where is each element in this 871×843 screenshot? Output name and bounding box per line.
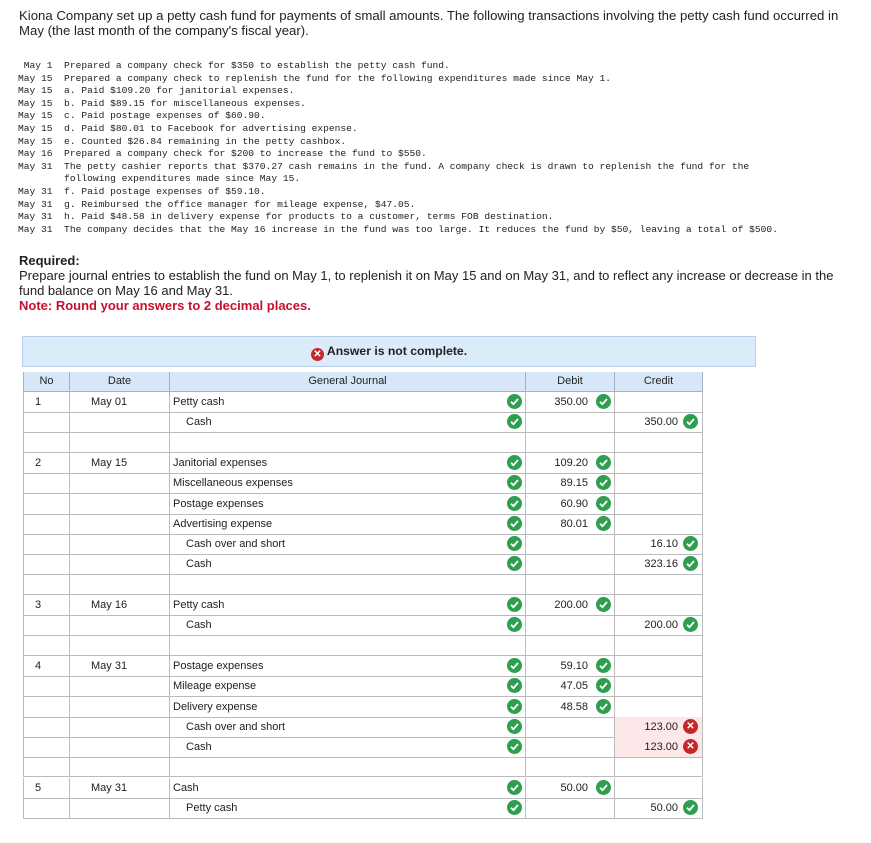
table-row	[23, 453, 703, 474]
debit-field[interactable]: 50.00	[526, 778, 615, 798]
check-icon	[596, 597, 611, 612]
check-icon	[596, 455, 611, 470]
empty-cell	[615, 636, 703, 655]
debit-field[interactable]: 59.10	[526, 656, 615, 676]
entry-number	[23, 676, 70, 696]
entry-date[interactable]: May 15	[70, 453, 170, 473]
check-icon	[683, 617, 698, 632]
credit-field[interactable]	[615, 392, 703, 412]
header-general-journal: General Journal	[170, 372, 526, 392]
debit-field[interactable]	[526, 798, 615, 818]
account-field[interactable]: Delivery expense	[170, 697, 526, 717]
entry-number	[23, 412, 70, 432]
credit-field[interactable]: 323.16	[615, 554, 703, 574]
table-row	[23, 514, 703, 535]
entry-date[interactable]: May 01	[70, 392, 170, 412]
transaction-line: May 31 g. Reimbursed the office manager for mileage expense, $47.05.	[18, 198, 416, 210]
empty-cell	[23, 636, 70, 655]
required-heading: Required:	[19, 253, 80, 268]
credit-field[interactable]: 350.00	[615, 412, 703, 432]
check-icon	[683, 414, 698, 429]
check-icon	[507, 455, 522, 470]
entry-number: 5	[23, 778, 70, 798]
check-icon	[507, 699, 522, 714]
table-row	[23, 392, 703, 413]
check-icon	[596, 394, 611, 409]
account-field[interactable]: Postage expenses	[170, 656, 526, 676]
entry-date[interactable]: May 31	[70, 778, 170, 798]
check-icon	[507, 780, 522, 795]
transaction-line: following expenditures made since May 15.	[18, 173, 301, 185]
check-icon	[596, 475, 611, 490]
credit-field[interactable]	[615, 676, 703, 696]
account-field[interactable]: Petty cash	[170, 595, 526, 615]
check-icon	[683, 536, 698, 551]
empty-cell	[70, 757, 170, 776]
entry-date[interactable]	[70, 554, 170, 574]
debit-field[interactable]	[526, 615, 615, 635]
credit-field[interactable]: 123.00	[615, 737, 703, 757]
check-icon	[596, 516, 611, 531]
entry-number	[23, 737, 70, 757]
table-row	[23, 494, 703, 515]
check-icon	[507, 475, 522, 490]
debit-field[interactable]	[526, 534, 615, 554]
error-x-icon: ✕	[311, 348, 324, 361]
debit-field[interactable]	[526, 554, 615, 574]
transaction-line: May 15 e. Counted $26.84 remaining in the petty cashbox.	[18, 135, 347, 147]
empty-cell	[526, 575, 615, 594]
entry-number	[23, 473, 70, 493]
empty-cell	[23, 575, 70, 594]
check-icon	[596, 780, 611, 795]
empty-cell	[23, 757, 70, 776]
spacer-row	[23, 636, 703, 656]
table-row	[23, 737, 703, 758]
empty-cell	[170, 575, 526, 594]
credit-field[interactable]	[615, 473, 703, 493]
credit-field[interactable]	[615, 778, 703, 798]
debit-field[interactable]: 47.05	[526, 676, 615, 696]
error-x-icon: ✕	[683, 719, 698, 734]
transaction-line: May 15 d. Paid $80.01 to Facebook for advertising expense.	[18, 122, 358, 134]
credit-field[interactable]: 123.00	[615, 717, 703, 737]
check-icon	[507, 739, 522, 754]
banner-text: Answer is not complete.	[326, 344, 468, 358]
debit-field[interactable]: 60.90	[526, 494, 615, 514]
transaction-line: May 31 h. Paid $48.58 in delivery expense for products to a customer, terms FOB destination.	[18, 211, 554, 223]
entry-date[interactable]	[70, 615, 170, 635]
check-icon	[507, 597, 522, 612]
account-field[interactable]: Janitorial expenses	[170, 453, 526, 473]
error-x-icon: ✕	[683, 739, 698, 754]
debit-field[interactable]	[526, 412, 615, 432]
check-icon	[507, 617, 522, 632]
entry-number	[23, 534, 70, 554]
table-row	[23, 656, 703, 677]
credit-field[interactable]	[615, 595, 703, 615]
debit-field[interactable]: 109.20	[526, 453, 615, 473]
entry-date[interactable]	[70, 676, 170, 696]
header-date: Date	[70, 372, 170, 392]
entry-number	[23, 554, 70, 574]
check-icon	[507, 536, 522, 551]
check-icon	[507, 394, 522, 409]
transaction-line: May 1 Prepared a company check for $350 to establish the petty cash fund.	[18, 60, 450, 71]
entry-date[interactable]: May 16	[70, 595, 170, 615]
entry-date[interactable]	[70, 798, 170, 818]
table-row	[23, 697, 703, 718]
account-field[interactable]: Cash	[170, 615, 526, 635]
table-row	[23, 595, 703, 616]
check-icon	[507, 800, 522, 815]
account-field[interactable]: Cash over and short	[170, 717, 526, 737]
entry-date[interactable]	[70, 717, 170, 737]
entry-number	[23, 798, 70, 818]
entry-number	[23, 717, 70, 737]
empty-cell	[70, 636, 170, 655]
empty-cell	[170, 757, 526, 776]
account-field[interactable]: Petty cash	[170, 392, 526, 412]
entry-number: 1	[23, 392, 70, 412]
problem-intro: Kiona Company set up a petty cash fund for payments of small amounts. The following transactions involving the petty cash fund occurred in May (the last month of the company's fiscal year).	[19, 8, 839, 38]
credit-field[interactable]: 16.10	[615, 534, 703, 554]
entry-date[interactable]	[70, 534, 170, 554]
entry-number	[23, 615, 70, 635]
answer-status-banner	[22, 336, 756, 367]
empty-cell	[170, 636, 526, 655]
transaction-line: May 15 a. Paid $109.20 for janitorial expenses.	[18, 85, 295, 97]
check-icon	[507, 658, 522, 673]
empty-cell	[526, 636, 615, 655]
empty-cell	[615, 575, 703, 594]
account-field[interactable]: Cash	[170, 778, 526, 798]
required-section	[19, 253, 849, 313]
required-text: Prepare journal entries to establish the fund on May 1, to replenish it on May 15 and on May 31, and to reflect any increase or decrease in the fund balance on May 16 and May 31.	[19, 268, 834, 298]
table-row	[23, 676, 703, 697]
entry-number: 3	[23, 595, 70, 615]
entry-date[interactable]	[70, 737, 170, 757]
table-row	[23, 554, 703, 575]
account-field[interactable]: Advertising expense	[170, 514, 526, 534]
check-icon	[507, 678, 522, 693]
transaction-line: May 31 The petty cashier reports that $370.27 cash remains in the fund. A company check is drawn to replenish the fund for the	[18, 160, 750, 172]
table-row	[23, 615, 703, 636]
entry-number	[23, 697, 70, 717]
table-row	[23, 778, 703, 799]
header-credit: Credit	[615, 372, 703, 392]
entry-date[interactable]	[70, 473, 170, 493]
debit-field[interactable]: 350.00	[526, 392, 615, 412]
check-icon	[596, 658, 611, 673]
empty-cell	[23, 433, 70, 452]
empty-cell	[70, 575, 170, 594]
empty-cell	[526, 757, 615, 776]
table-row	[23, 717, 703, 738]
spacer-row	[23, 433, 703, 453]
credit-field[interactable]	[615, 656, 703, 676]
entry-date[interactable]	[70, 697, 170, 717]
rounding-note: Note: Round your answers to 2 decimal places.	[19, 298, 311, 313]
table-row	[23, 534, 703, 555]
entry-number: 4	[23, 656, 70, 676]
entry-number	[23, 494, 70, 514]
empty-cell	[526, 433, 615, 452]
credit-field[interactable]	[615, 697, 703, 717]
check-icon	[596, 678, 611, 693]
empty-cell	[70, 433, 170, 452]
credit-field[interactable]	[615, 453, 703, 473]
transactions-list	[18, 60, 778, 236]
empty-cell	[615, 433, 703, 452]
transaction-line: May 31 The company decides that the May 16 increase in the fund was too large. It reduces the fund by $50, leaving a total of $500.	[18, 223, 778, 235]
account-field[interactable]: Cash over and short	[170, 534, 526, 554]
debit-field[interactable]: 80.01	[526, 514, 615, 534]
transaction-line: May 15 c. Paid postage expenses of $60.90.	[18, 110, 266, 122]
account-field[interactable]: Postage expenses	[170, 494, 526, 514]
table-row	[23, 798, 703, 819]
transaction-line: May 15 Prepared a company check to replenish the fund for the following expenditures made since May 1.	[18, 72, 611, 84]
header-no: No	[23, 372, 70, 392]
credit-field[interactable]: 50.00	[615, 798, 703, 818]
credit-field[interactable]	[615, 494, 703, 514]
check-icon	[507, 556, 522, 571]
empty-cell	[170, 433, 526, 452]
check-icon	[507, 414, 522, 429]
account-field[interactable]: Cash	[170, 737, 526, 757]
check-icon	[683, 800, 698, 815]
account-field[interactable]: Miscellaneous expenses	[170, 473, 526, 493]
debit-field[interactable]	[526, 737, 615, 757]
check-icon	[596, 699, 611, 714]
empty-cell	[615, 757, 703, 776]
header-debit: Debit	[526, 372, 615, 392]
check-icon	[596, 496, 611, 511]
check-icon	[507, 516, 522, 531]
entry-number: 2	[23, 453, 70, 473]
debit-field[interactable]: 89.15	[526, 473, 615, 493]
transaction-line: May 31 f. Paid postage expenses of $59.10.	[18, 185, 266, 197]
entry-number	[23, 514, 70, 534]
debit-field[interactable]: 200.00	[526, 595, 615, 615]
spacer-row	[23, 757, 703, 777]
debit-field[interactable]	[526, 717, 615, 737]
table-row	[23, 412, 703, 433]
credit-field[interactable]	[615, 514, 703, 534]
entry-date[interactable]	[70, 494, 170, 514]
transaction-line: May 16 Prepared a company check for $200 to increase the fund to $550.	[18, 148, 427, 160]
table-row	[23, 473, 703, 494]
transaction-line: May 15 b. Paid $89.15 for miscellaneous expenses.	[18, 97, 306, 109]
check-icon	[683, 556, 698, 571]
entry-date[interactable]	[70, 412, 170, 432]
account-field[interactable]: Cash	[170, 554, 526, 574]
account-field[interactable]: Cash	[170, 412, 526, 432]
check-icon	[507, 496, 522, 511]
entry-date[interactable]: May 31	[70, 656, 170, 676]
debit-field[interactable]: 48.58	[526, 697, 615, 717]
account-field[interactable]: Petty cash	[170, 798, 526, 818]
entry-date[interactable]	[70, 514, 170, 534]
spacer-row	[23, 575, 703, 595]
check-icon	[507, 719, 522, 734]
credit-field[interactable]: 200.00	[615, 615, 703, 635]
account-field[interactable]: Mileage expense	[170, 676, 526, 696]
